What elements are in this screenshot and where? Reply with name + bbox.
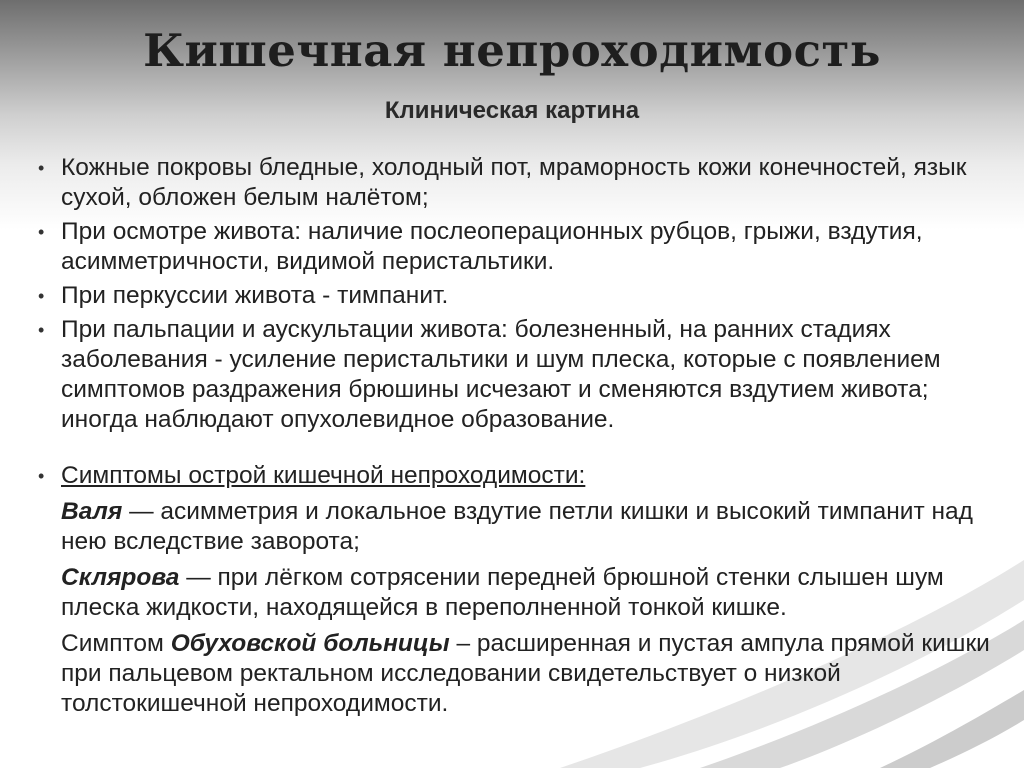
bullet-icon: • xyxy=(38,320,45,340)
bullet-item-skin xyxy=(36,153,996,213)
symptom-text: – расширенная и пустая ампула прямой кишки при пальцевом ректальном исследовании свидетельствует о низкой толстокишечной непроходимости. xyxy=(61,630,990,717)
page-title: Кишечная непроходимость xyxy=(143,24,881,77)
symptom-vaal xyxy=(36,497,996,557)
bullet-item-palpation xyxy=(36,315,996,435)
bullet-icon: • xyxy=(38,222,45,242)
symptoms-heading: Симптомы острой кишечной непроходимости: xyxy=(61,462,586,489)
bullet-icon: • xyxy=(38,286,45,306)
content-body xyxy=(36,153,996,723)
bullet-text: При перкуссии живота - тимпанит. xyxy=(61,282,449,309)
bullet-item-symptoms-heading xyxy=(36,461,996,491)
symptom-name: Обуховской больницы xyxy=(170,630,450,657)
symptom-prefix: Симптом xyxy=(61,630,171,657)
bullet-text: Кожные покровы бледные, холодный пот, мраморность кожи конечностей, язык сухой, обложен белым налётом; xyxy=(61,154,967,211)
bullet-icon: • xyxy=(38,466,45,486)
page-subtitle: Клиническая картина xyxy=(384,97,640,124)
symptom-text: — при лёгком сотрясении передней брюшной стенки слышен шум плеска жидкости, находящейся в переполненной тонкой кишке. xyxy=(61,564,944,621)
symptom-text: — асимметрия и локальное вздутие петли кишки и высокий тимпанит над нею вследствие заворота; xyxy=(61,498,973,555)
bullet-icon: • xyxy=(38,158,45,178)
bullet-item-percussion xyxy=(36,281,996,311)
symptom-obukhov xyxy=(36,629,996,719)
symptom-sklyarov xyxy=(36,563,996,623)
bullet-item-inspection xyxy=(36,217,996,277)
symptom-name: Валя xyxy=(61,498,123,525)
bullet-text: При осмотре живота: наличие послеоперационных рубцов, грыжи, вздутия, асимметричности, видимой перистальтики. xyxy=(61,218,923,275)
symptom-name: Склярова xyxy=(61,564,180,591)
bullet-text: При пальпации и аускультации живота: болезненный, на ранних стадиях заболевания - усиление перистальтики и шум плеска, которые с появлением симптомов раздражения брюшины исчезают и сменяются вздутием живота; иногда наблюдают опухолевидное образование. xyxy=(61,316,941,433)
